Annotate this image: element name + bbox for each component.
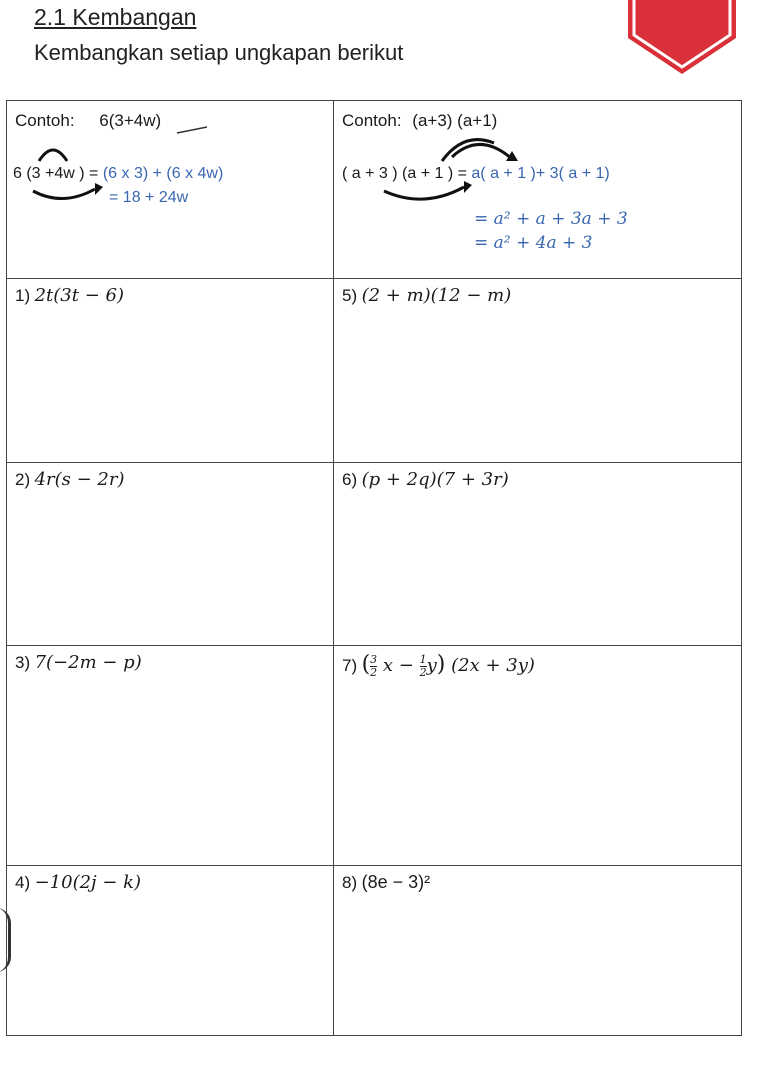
question-cell-8 [334, 866, 742, 1036]
question-cell-4 [7, 866, 334, 1036]
example-expression: (a+3) (a+1) [412, 111, 498, 130]
example-right-line1-rhs: a( a + 1 )+ 3( a + 1) [471, 165, 610, 182]
question-number: 4) [15, 873, 31, 892]
question-cell-2 [7, 463, 334, 646]
question-number: 3) [15, 653, 31, 672]
question-cell-5 [334, 279, 742, 463]
example-right-line1-lhs: ( a + 3 ) (a + 1 ) = [342, 165, 467, 182]
exercise-grid [6, 100, 742, 1036]
question-cell-7 [334, 646, 742, 866]
fraction-denominator: 2 [370, 665, 378, 679]
fraction-denominator: 2 [419, 665, 427, 679]
example-right-line3: = a² + 4a + 3 [474, 233, 593, 253]
question-expression: 4r(s − 2r) [34, 469, 125, 490]
example-label: Contoh: [15, 111, 75, 130]
question-number: 1) [15, 286, 31, 305]
question-cell-3 [7, 646, 334, 866]
expansion-arrows-icon [334, 101, 734, 211]
example-expression: 6(3+4w) [99, 111, 162, 130]
section-title: 2.1 Kembangan [34, 4, 197, 30]
question-expression: −10(2j − k) [34, 872, 142, 893]
question-number: 7) [342, 656, 358, 675]
fraction-variable: y [426, 655, 437, 676]
question-cell-6 [334, 463, 742, 646]
question-expression: (8e − 3)² [361, 872, 431, 892]
question-expression: 2t(3t − 6) [34, 285, 124, 306]
example-left-line1-rhs: (6 x 3) + (6 x 4w) [102, 165, 224, 182]
fraction-numerator: 1 [419, 652, 427, 666]
example-label: Contoh: [342, 111, 402, 130]
example-cell-left [7, 101, 334, 279]
question-number: 2) [15, 470, 31, 489]
question-expression: (2 + m)(12 − m) [361, 285, 512, 306]
expression-tail: (2x + 3y) [451, 655, 535, 676]
red-shield-badge [622, 0, 742, 78]
example-right-line2: = a² + a + 3a + 3 [474, 209, 628, 229]
question-number: 6) [342, 470, 358, 489]
page-edge-mark [0, 908, 11, 972]
example-left-line1-lhs: 6 (3 +4w ) = [13, 165, 99, 182]
question-expression: ( $\frac{3}{2}$ x − $\frac{1}{2}$ y) (2x + 3y) [361, 652, 535, 679]
fraction-numerator: 3 [370, 652, 378, 666]
example-cell-right [334, 101, 742, 279]
question-cell-1 [7, 279, 334, 463]
question-expression: (p + 2q)(7 + 3r) [361, 469, 509, 490]
question-number: 8) [342, 873, 358, 892]
fraction-variable: x − [382, 655, 414, 676]
question-expression: 7(−2m − p) [34, 652, 142, 673]
example-left-line2: = 18 + 24w [109, 189, 189, 206]
question-number: 5) [342, 286, 358, 305]
instruction-text: Kembangkan setiap ungkapan berikut [34, 40, 404, 65]
